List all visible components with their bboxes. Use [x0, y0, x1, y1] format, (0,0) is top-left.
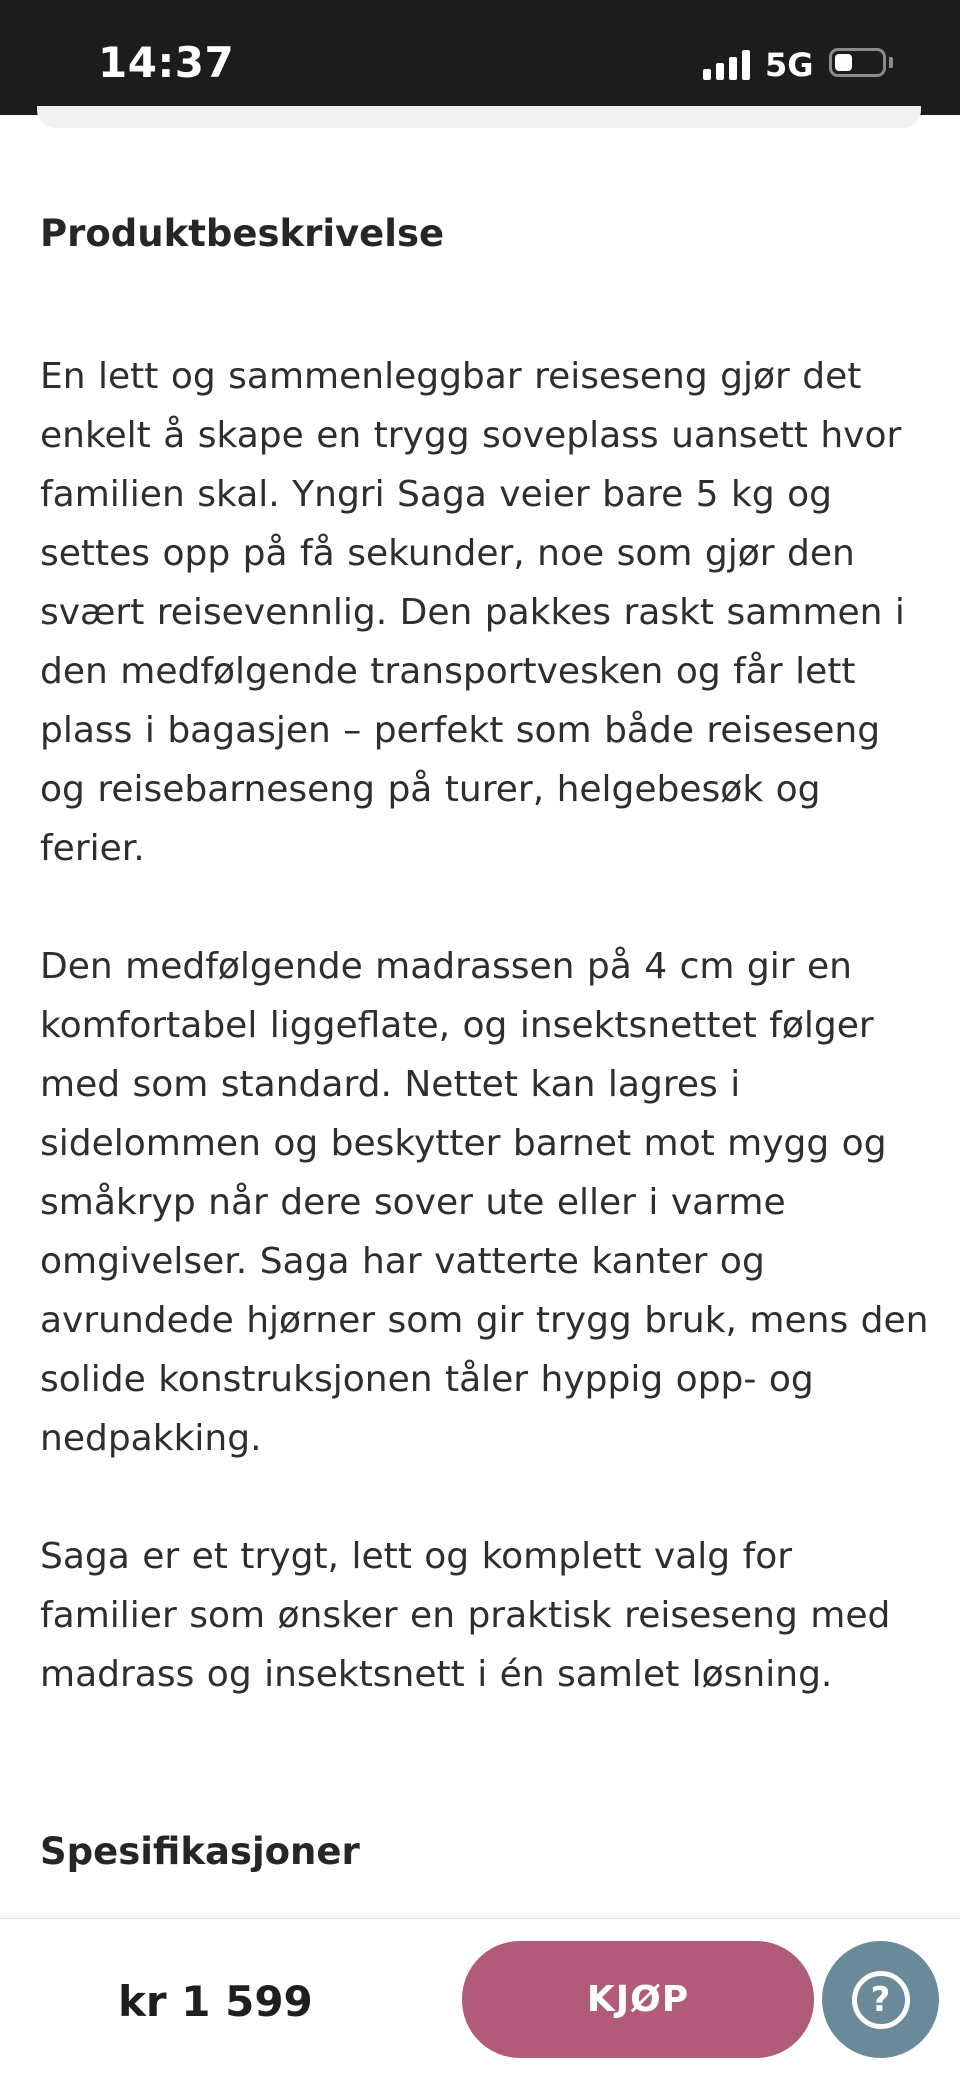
battery-tip	[889, 57, 893, 68]
previous-card-edge	[37, 106, 921, 128]
description-paragraph-2: Den medfølgende madrassen på 4 cm gir en komfortabel liggeflate, og insektsnettet følger med som standard. Nettet kan lagres i sidelommen og beskytter barnet mot mygg og småkryp når dere sover ute eller i varme omgivelser. Saga har vatterte kanter og avrundede hjørner som gir trygg bruk, mens den solide konstruksjonen tåler hyppig opp- og nedpakking.	[40, 946, 929, 1459]
help-button[interactable]	[822, 1941, 939, 2058]
price-label: kr 1 599	[118, 1977, 313, 2026]
buy-button[interactable]: KJØP	[462, 1941, 814, 2058]
description-paragraph-3: Saga er et trygt, lett og komplett valg for familier som ønsker en praktisk reiseseng med madrass og insektsnett i én samlet løsning.	[40, 1536, 891, 1695]
network-label: 5G	[765, 46, 814, 84]
specifications-heading: Spesifikasjoner	[40, 1830, 360, 1873]
purchase-bar	[0, 1918, 960, 2078]
help-icon: ?	[852, 1971, 910, 2029]
battery-icon	[829, 48, 886, 77]
description-heading: Produktbeskrivelse	[40, 212, 445, 255]
signal-icon	[703, 50, 751, 80]
description-paragraph-1: En lett og sammenleggbar reiseseng gjør det enkelt å skape en trygg soveplass uansett hvor familien skal. Yngri Saga veier bare 5 kg og settes opp på få sekunder, noe som gjør den svært reisevennlig. Den pakkes raskt sammen i den medfølgende transportvesken og får lett plass i bagasjen – perfekt som både reiseseng og reisebarneseng på turer, helgebesøk og ferier.	[40, 356, 905, 869]
status-bar	[0, 0, 960, 115]
status-time: 14:37	[98, 38, 235, 87]
